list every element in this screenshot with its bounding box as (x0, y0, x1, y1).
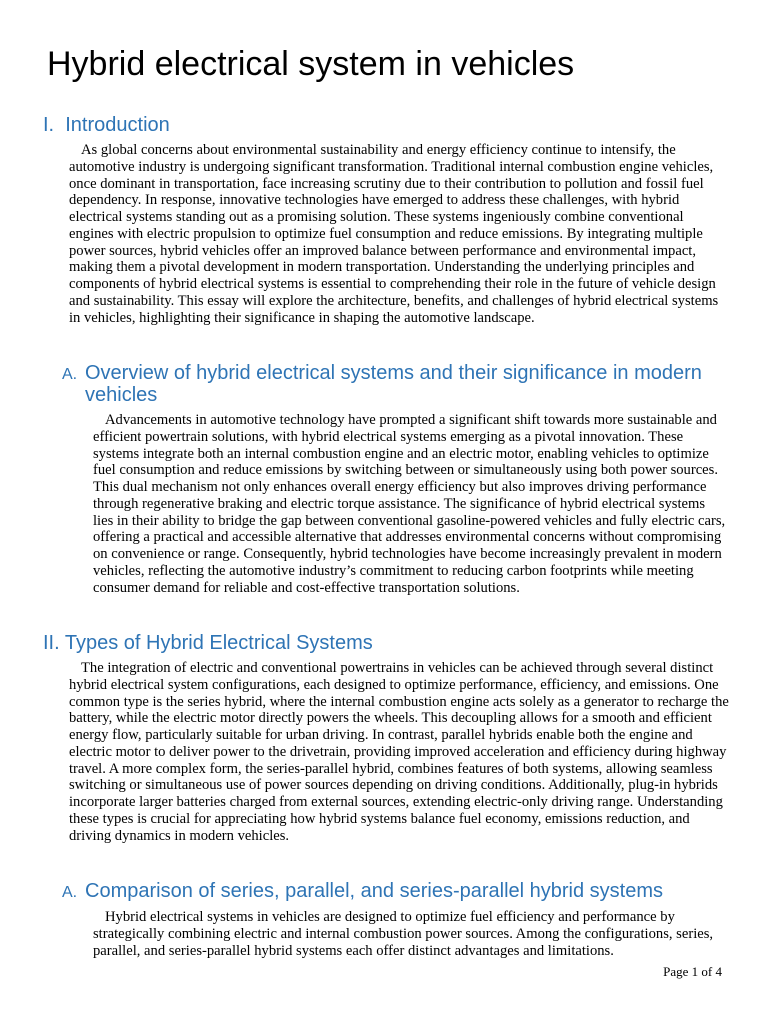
section-heading-types (43, 631, 373, 655)
page-number-footer: Page 1 of 4 (663, 964, 722, 979)
subsection-number: A. (62, 366, 78, 383)
subsection-number: A. (62, 884, 78, 901)
introduction-paragraph: As global concerns about environmental sustainability and energy efficiency continue to intensify, the automotive industry is undergoing significant transformation. Traditional internal combustion engine vehicles, once dominant in transportation, face increasing scrutiny due to their contribution to pollution and fossil fuel dependency. In response, innovative technologies have emerged to address these challenges, with hybrid electrical systems standing out as a promising solution. These systems ingeniously combine conventional engines with electric propulsion to optimize fuel consumption and reduce emissions. By integrating multiple power sources, hybrid vehicles offer an improved balance between performance and environmental impact, making them a pivotal development in modern transportation. Understanding the underlying principles and components of hybrid electrical systems is essential to comprehending their role in the future of vehicle design and sustainability. This essay will explore the architecture, benefits, and challenges of hybrid electrical systems in vehicles, highlighting their significance in shaping the automotive landscape. (69, 142, 719, 326)
comparison-paragraph: Hybrid electrical systems in vehicles are designed to optimize fuel efficiency and performance by strategically combining electric and internal combustion power sources. Among the configurations, series, parallel, and series-parallel hybrid systems each offer distinct advantages and limitations. (93, 909, 714, 959)
section-title: Introduction (65, 114, 170, 136)
section-number: I. (43, 114, 55, 136)
document-title: Hybrid electrical system in vehicles (47, 45, 575, 83)
subsection-heading-comparison (62, 880, 702, 902)
subsection-heading-overview (62, 362, 702, 406)
subsection-title: Comparison of series, parallel, and series-parallel hybrid systems (85, 880, 664, 902)
subsection-title: Overview of hybrid electrical systems and their significance in modern vehicles (85, 362, 702, 406)
types-paragraph: The integration of electric and conventional powertrains in vehicles can be achieved through several distinct hybrid electrical system configurations, each designed to optimize performance, efficiency, and emissions. One common type is the series hybrid, where the internal combustion engine acts solely as a generator to recharge the battery, while the electric motor directly powers the wheels. This decoupling allows for a smooth and efficient energy flow, particularly suitable for urban driving. In contrast, parallel hybrids enable both the engine and electric motor to deliver power to the drivetrain, providing improved acceleration and efficiency during highway travel. A more complex form, the series-parallel hybrid, combines features of both systems, allowing seamless switching or simultaneous use of power sources depending on driving conditions. Additionally, plug-in hybrids incorporate larger batteries charged from external sources, extending electric-only driving range. Understanding these types is crucial for appreciating how hybrid systems balance fuel economy, emissions reduction, and driving dynamics in modern vehicles. (69, 660, 729, 844)
section-title: Types of Hybrid Electrical Systems (64, 632, 373, 654)
section-number: II. (43, 632, 60, 654)
section-heading-introduction (43, 113, 170, 137)
overview-paragraph: Advancements in automotive technology have prompted a significant shift towards more sustainable and efficient powertrain solutions, with hybrid electrical systems emerging as a pivotal innovation. These systems integrate both an internal combustion engine and an electric motor, enabling vehicles to optimize fuel consumption and reduce emissions by switching between or simultaneously using both power sources. This dual mechanism not only enhances overall energy efficiency but also improves driving performance through regenerative braking and electric torque assistance. The significance of hybrid electrical systems lies in their ability to bridge the gap between conventional gasoline-powered vehicles and fully electric cars, offering a practical and accessible alternative that addresses environmental concerns without compromising on convenience or range. Consequently, hybrid technologies have become increasingly prevalent in modern vehicles, reflecting the automotive industry’s commitment to reducing carbon footprints while meeting consumer demand for reliable and cost-effective transportation solutions. (93, 412, 726, 596)
